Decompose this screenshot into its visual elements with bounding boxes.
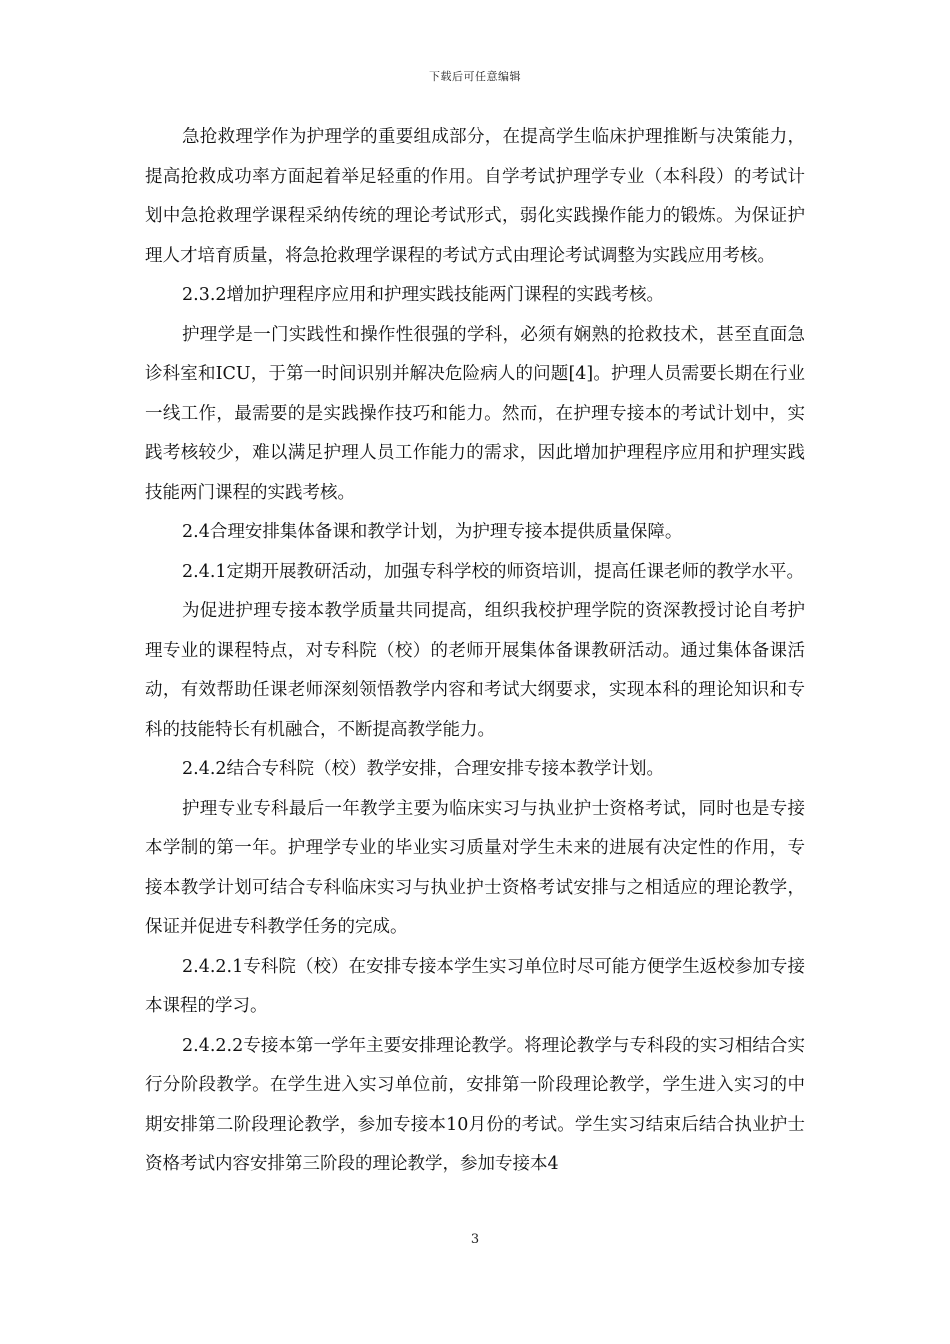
section-heading: 2.4合理安排集体备课和教学计划，为护理专接本提供质量保障。 xyxy=(182,522,683,542)
paragraph: 护理专业专科最后一年教学主要为临床实习与执业护士资格考试，同时也是专接本学制的第一年。护理学专业的毕业实习质量对学生未来的进展有决定性的作用，专接本教学计划可结合专科临床实习与执业护士资格考试安排与之相适应的理论教学，保证并促进专科教学任务的完成。 xyxy=(145,798,805,937)
page-header: 下载后可任意编辑 xyxy=(429,70,521,83)
section-heading: 2.4.1定期开展教研活动，加强专科学校的师资培训，提高任课老师的教学水平。 xyxy=(182,561,805,582)
paragraph: 为促进护理专接本教学质量共同提高，组织我校护理学院的资深教授讨论自考护理专业的课程特点，对专科院（校）的老师开展集体备课教研活动。通过集体备课活动，有效帮助任课老师深刻领悟教学内容和考试大纲要求，实现本科的理论知识和专科的技能特长有机融合，不断提高教学能力。 xyxy=(145,601,805,740)
paragraph: 2.4.2.1专科院（校）在安排专接本学生实习单位时尽可能方便学生返校参加专接本课程的学习。 xyxy=(145,956,805,1016)
section-heading: 2.3.2增加护理程序应用和护理实践技能两门课程的实践考核。 xyxy=(182,285,665,305)
paragraph: 2.4.2.2专接本第一学年主要安排理论教学。将理论教学与专科段的实习相结合实行分阶段教学。在学生进入实习单位前，安排第一阶段理论教学，学生进入实习的中期安排第二阶段理论教学，参加专接本10月份的考试。学生实习结束后结合执业护士资格考试内容安排第三阶段的理论教学，参加专接本4 xyxy=(145,1035,805,1174)
section-heading: 2.4.2结合专科院（校）教学安排，合理安排专接本教学计划。 xyxy=(182,759,665,779)
paragraph: 护理学是一门实践性和操作性很强的学科，必须有娴熟的抢救技术，甚至直面急诊科室和ICU，于第一时间识别并解决危险病人的问题[4]。护理人员需要长期在行业一线工作，最需要的是实践操作技巧和能力。然而，在护理专接本的考试计划中，实践考核较少，难以满足护理人员工作能力的需求，因此增加护理程序应用和护理实践技能两门课程的实践考核。 xyxy=(145,324,805,503)
body-text xyxy=(145,118,805,1185)
paragraph: 急抢救理学作为护理学的重要组成部分，在提高学生临床护理推断与决策能力，提高抢救成功率方面起着举足轻重的作用。自学考试护理学专业（本科段）的考试计划中急抢救理学课程采纳传统的理论考试形式，弱化实践操作能力的锻炼。为保证护理人才培育质量，将急抢救理学课程的考试方式由理论考试调整为实践应用考核。 xyxy=(145,127,805,266)
page-number: 3 xyxy=(470,1232,480,1247)
